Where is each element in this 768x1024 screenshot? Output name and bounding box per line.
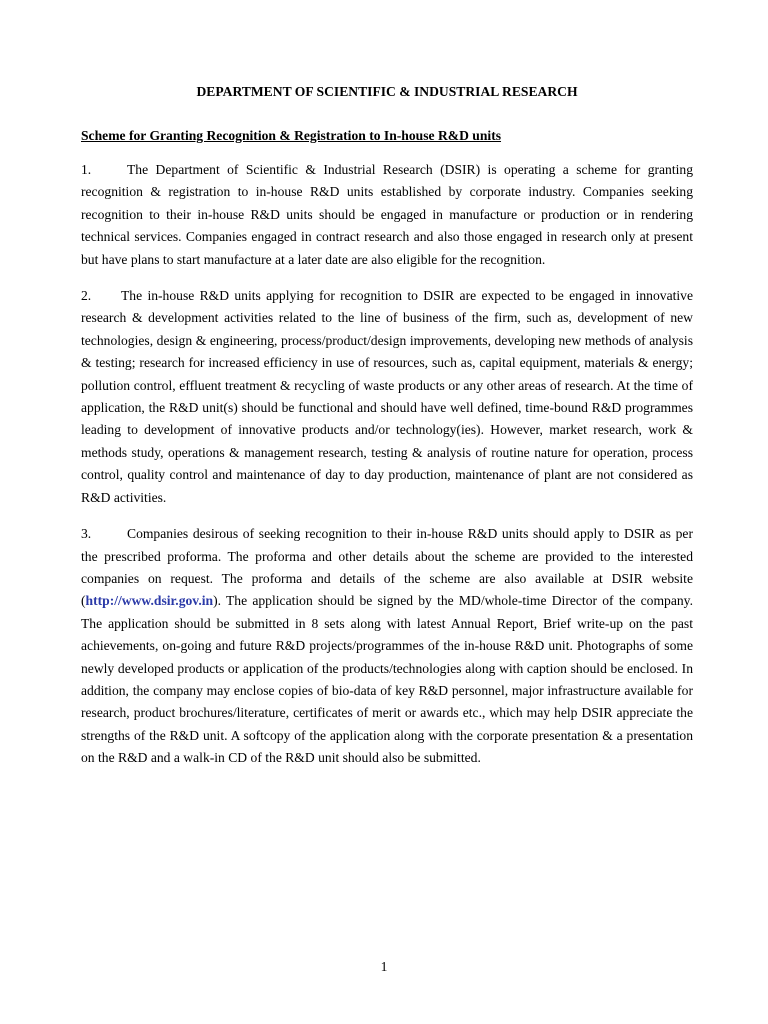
paragraph-2-text: The in-house R&D units applying for recognition to DSIR are expected to be engaged in innovative research & development activities related to the line of business of the firm, such as, development of new technologies, design & engineering, process/product/design improvements, developing new methods of analysis & testing; research for increased efficiency in use of resources, such as, capital equipment, materials & energy; pollution control, effluent treatment & recycling of waste products or any other areas of research. At the time of application, the R&D unit(s) should be functional and should have well defined, time-bound R&D programmes leading to development of innovative products and/or technology(ies). However, market research, work & methods study, operations & management research, testing & analysis of routine nature for operation, process control, quality control and maintenance of day to day production, maintenance of plant are not considered as R&D activities. xyxy=(81,288,693,505)
dsir-website-link[interactable]: http://www.dsir.gov.in xyxy=(85,593,214,609)
paragraph-1 xyxy=(81,159,693,271)
scheme-heading: Scheme for Granting Recognition & Registration to In-house R&D units xyxy=(81,128,502,143)
document-page xyxy=(81,82,693,784)
paragraph-3-text-before-link: Companies desirous of seeking recognition to their in-house R&D units should apply to DSIR as per the prescribed proforma. The proforma and other details about the scheme are provided to the interested companies on request. The proforma and details of the scheme are also available at DSIR website ( xyxy=(81,526,693,609)
page-number: 1 xyxy=(380,959,388,974)
paragraph-2-number: 2. xyxy=(81,288,92,304)
paragraph-3-text-after-link: ). The application should be signed by the MD/whole-time Director of the company. The application should be submitted in 8 sets along with latest Annual Report, Brief write-up on the past achievements, on-going and future R&D projects/programmes of the in-house R&D unit. Photographs of some newly developed products or application of the products/technologies along with caption should be enclosed. In addition, the company may enclose copies of bio-data of key R&D personnel, major infrastructure available for research, product brochures/literature, certificates of merit or awards etc., which may help DSIR appreciate the strengths of the R&D unit. A softcopy of the application along with the corporate presentation & a presentation on the R&D and a walk-in CD of the R&D unit should also be submitted. xyxy=(81,593,693,766)
paragraph-1-text: The Department of Scientific & Industrial Research (DSIR) is operating a scheme for granting recognition & registration to in-house R&D units established by corporate industry. Companies seeking recognition to their in-house R&D units should be engaged in manufacture or production or in rendering technical services. Companies engaged in contract research and also those engaged in research only at present but have plans to start manufacture at a later date are also eligible for the recognition. xyxy=(81,162,693,267)
paragraph-2 xyxy=(81,285,693,509)
paragraph-3-number: 3. xyxy=(81,526,92,542)
paragraph-1-number: 1. xyxy=(81,162,92,177)
paragraph-3 xyxy=(81,523,693,769)
document-title: DEPARTMENT OF SCIENTIFIC & INDUSTRIAL RESEARCH xyxy=(196,84,578,99)
